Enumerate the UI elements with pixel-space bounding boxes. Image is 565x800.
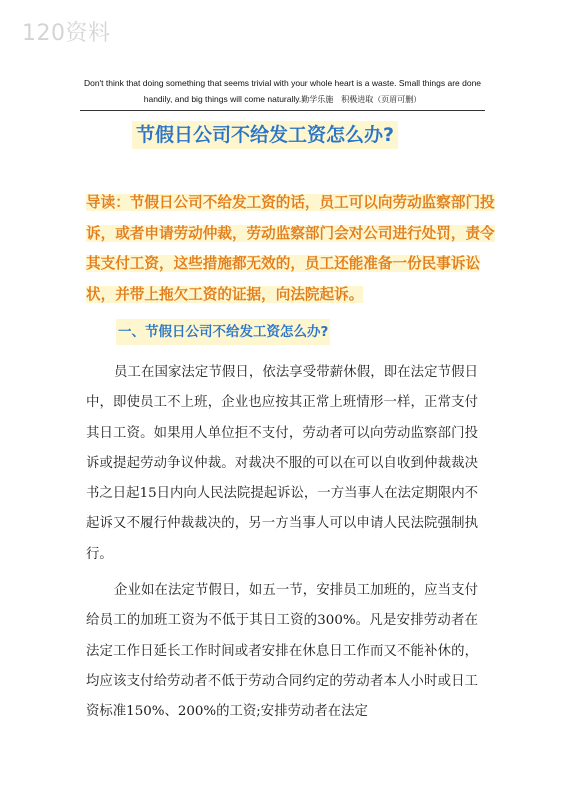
body-paragraph-1: 员工在国家法定节假日，依法享受带薪休假，即在法定节假日中，即使员工不上班，企业也应按其正常上班情形一样，正常支付其日工资。如果用人单位拒不支付，劳动者可以向劳动监察部门投诉或提起劳动争议仲裁。对裁决不服的可以在可以自收到仲裁裁决书之日起15日内向人民法院提起诉讼，一方当事人在法定期限内不起诉又不履行仲裁裁决的，另一方当事人可以申请人民法院强制执行。 <box>86 365 478 562</box>
header-line-2-cn: 勤学乐施 积极进取（页眉可删） <box>301 95 422 104</box>
section-heading-1: 一、节假日公司不给发工资怎么办? <box>116 319 330 345</box>
lead-summary-text: 导读：节假日公司不给发工资的话，员工可以向劳动监察部门投诉，或者申请劳动仲裁，劳动监察部门会对公司进行处罚，责令其支付工资，这些措施都无效的，员工还能准备一份民事诉讼状，并带上拖欠工资的证据，向法院起诉。 <box>86 194 495 303</box>
document-title: 节假日公司不给发工资怎么办? <box>132 121 398 149</box>
body-paragraph-2: 企业如在法定节假日，如五一节，安排员工加班的，应当支付给员工的加班工资为不低于其日工资的300%。凡是安排劳动者在法定工作日延长工作时间或者安排在休息日工作而又不能补休的，均应该支付给劳动者不低于劳动合同约定的劳动者本人小时或日工资标准150%、200%的工资;安排劳动者在法定 <box>86 583 478 720</box>
header-line-2 <box>80 91 485 108</box>
header-line-1: Don't think that doing something that seems trivial with your whole heart is a waste. Small things are done <box>83 78 482 88</box>
lead-summary <box>86 188 496 310</box>
header-divider <box>80 110 485 111</box>
header-line-2-en: handily, and big things will come naturally. <box>143 94 302 104</box>
page-header-note <box>80 75 485 108</box>
watermark-logo: 120资料 <box>22 21 111 46</box>
